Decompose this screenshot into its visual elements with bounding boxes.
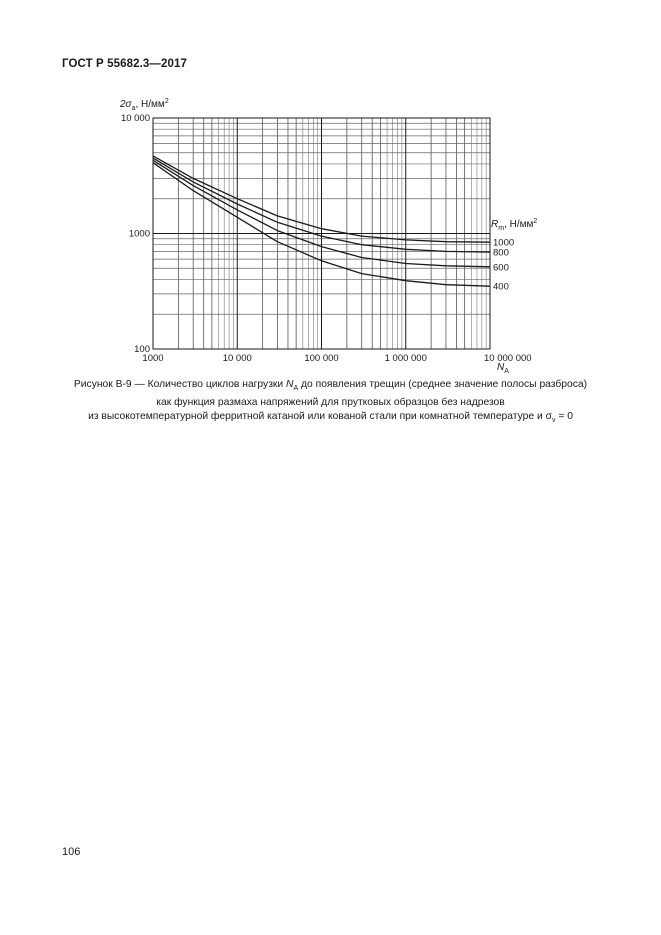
grid: [153, 118, 490, 349]
x-tick-label: 1000: [142, 353, 164, 364]
y-tick-label: 10 000: [120, 113, 150, 124]
x-tick-label: 1 000 000: [384, 353, 427, 364]
series-label-400: 400: [493, 281, 509, 293]
series-group: [153, 156, 514, 293]
x-tick-label: 100 000: [304, 353, 339, 364]
x-tick-label: 10 000 000: [484, 353, 532, 364]
fatigue-chart: [0, 0, 661, 400]
axis-labels: [119, 98, 537, 375]
figure-caption: [40, 378, 621, 428]
series-label-800: 800: [493, 247, 509, 259]
page-number: 106: [62, 846, 81, 858]
y-axis-label: $2\sigma_a$, $Н/мм^2$: [120, 98, 169, 112]
caption-line-1: Рисунок В-9 — Количество циклов нагрузки $N_A$ до появления трещин (среднее значение полосы разброса): [73, 379, 588, 393]
document-header: ГОСТ Р 55682.3—2017: [62, 58, 187, 70]
x-axis-label: $N_A$: [497, 362, 509, 375]
x-tick-label: 10 000: [222, 353, 252, 364]
caption-line-3: из высокотемпературной ферритной катаной или кованой стали при комнатной температуре и $\sigma_v = 0$: [88, 411, 573, 425]
chart-svg: [0, 0, 661, 400]
y-tick-label: 100: [134, 344, 150, 355]
y-tick-label: 1000: [128, 228, 150, 240]
series-label-600: 600: [493, 262, 509, 274]
legend-title: $R_m$, $Н/мм^2$: [491, 218, 538, 232]
series-label-1000: 1000: [493, 237, 515, 249]
caption-line-2: как функция размаха напряжений для прутковых образцов без надрезов: [156, 397, 505, 409]
